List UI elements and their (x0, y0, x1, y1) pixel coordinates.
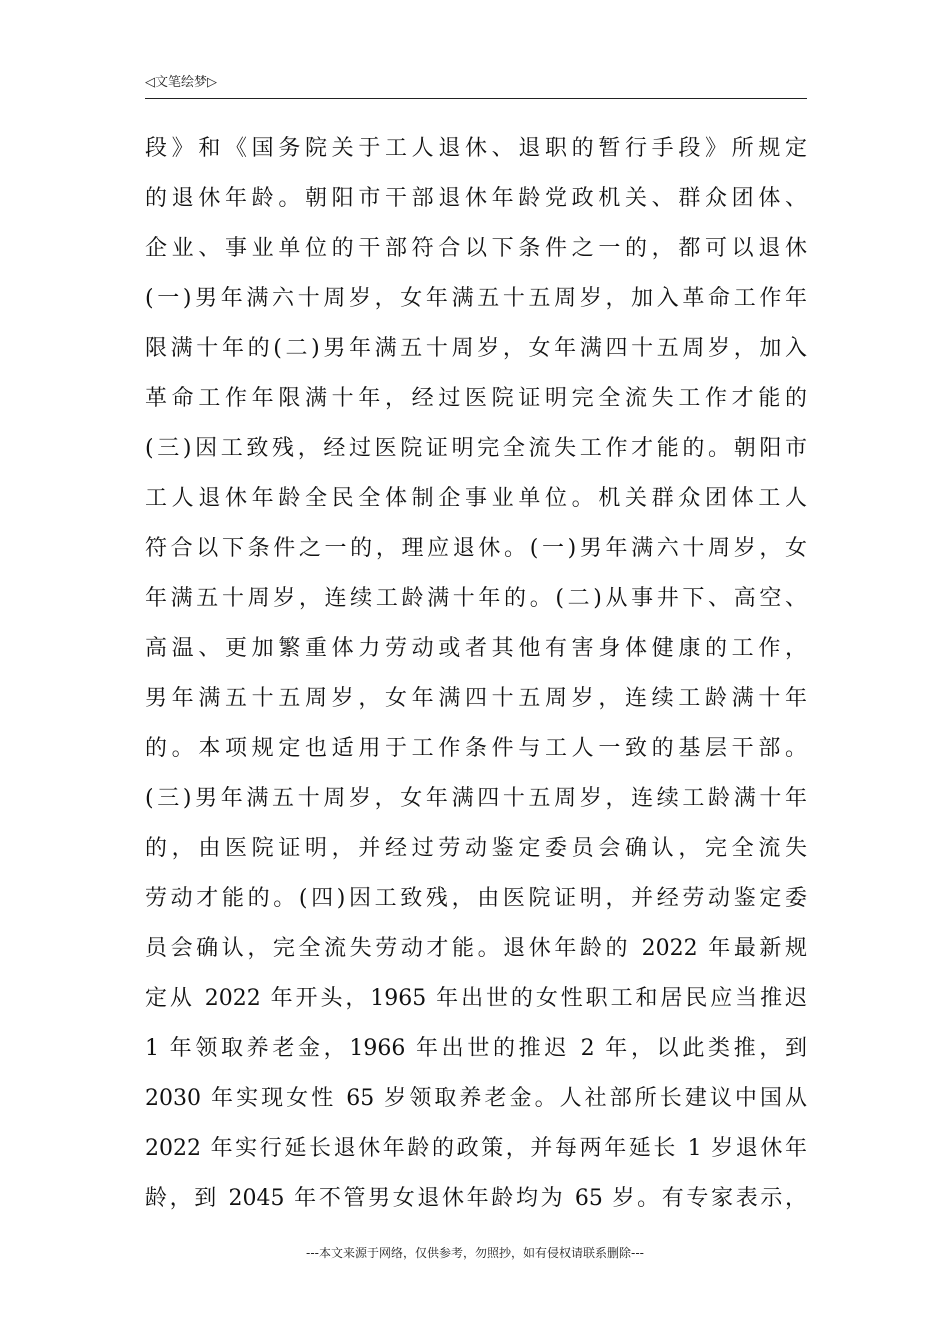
body-line: 年满五十周岁，连续工龄满十年的。(二)从事井下、高空、 (145, 586, 807, 611)
body-line: 限满十年的(二)男年满五十周岁，女年满四十五周岁，加入 (145, 336, 807, 361)
body-line: 2030 年实现女性 65 岁领取养老金。人社部所长建议中国从 (145, 1086, 807, 1111)
body-line: 男年满五十五周岁，女年满四十五周岁，连续工龄满十年 (145, 686, 807, 711)
body-line: 龄，到 2045 年不管男女退休年龄均为 65 岁。有专家表示， (145, 1186, 807, 1211)
body-line: 段》和《国务院关于工人退休、退职的暂行手段》所规定 (145, 136, 807, 161)
body-line: 1 年领取养老金，1966 年出世的推迟 2 年，以此类推，到 (145, 1036, 807, 1061)
body-line: 工人退休年龄全民全体制企事业单位。机关群众团体工人 (145, 486, 807, 511)
body-line: 革命工作年限满十年，经过医院证明完全流失工作才能的 (145, 386, 807, 411)
document-body (145, 124, 807, 1224)
body-line: 员会确认，完全流失劳动才能。退休年龄的 2022 年最新规 (145, 936, 807, 961)
body-line: (三)男年满五十周岁，女年满四十五周岁，连续工龄满十年 (145, 786, 807, 811)
body-line: 企业、事业单位的干部符合以下条件之一的，都可以退休 (145, 236, 807, 261)
body-line: 的。本项规定也适用于工作条件与工人一致的基层干部。 (145, 736, 807, 761)
page-header (145, 74, 807, 99)
body-line: 符合以下条件之一的，理应退休。(一)男年满六十周岁，女 (145, 536, 807, 561)
body-line: 的，由医院证明，并经过劳动鉴定委员会确认，完全流失 (145, 836, 807, 861)
body-line: (一)男年满六十周岁，女年满五十五周岁，加入革命工作年 (145, 286, 807, 311)
body-line: 劳动才能的。(四)因工致残，由医院证明，并经劳动鉴定委 (145, 886, 807, 911)
body-line: (三)因工致残，经过医院证明完全流失工作才能的。朝阳市 (145, 436, 807, 461)
page-footer: ---本文来源于网络，仅供参考，勿照抄，如有侵权请联系删除--- (306, 1246, 644, 1260)
header-title: ◁文笔绘梦▷ (145, 75, 217, 90)
body-line: 定从 2022 年开头，1965 年出世的女性职工和居民应当推迟 (145, 986, 807, 1011)
body-line: 高温、更加繁重体力劳动或者其他有害身体健康的工作， (145, 636, 807, 661)
body-line: 的退休年龄。朝阳市干部退休年龄党政机关、群众团体、 (145, 186, 807, 211)
body-line: 2022 年实行延长退休年龄的政策，并每两年延长 1 岁退休年 (145, 1136, 807, 1161)
